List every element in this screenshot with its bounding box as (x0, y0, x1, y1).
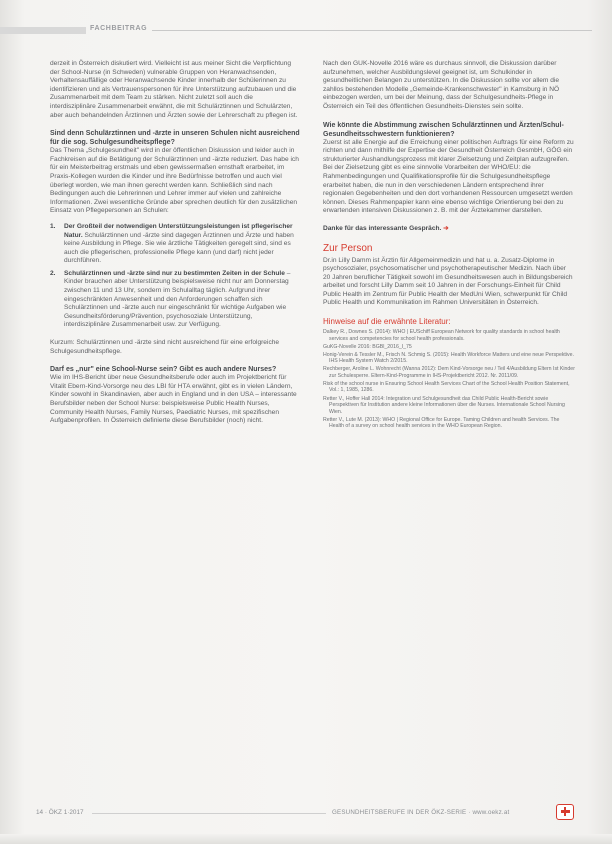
section-label: FACHBEITRAG (90, 25, 148, 32)
person-paragraph: Dr.in Lilly Damm ist Ärztin für Allgemeinmedizin und hat u. a. Zusatz-Diplome in psychosozialer, psychosomatischer und psychotherapeutischer Medizin. Nach über 20 Jahren beruflicher Tätigkeit sowohl im Gesundheitswesen auch in Bildungsbereich arbeitet und forscht Lilly Damm seit 10 Jahren in der Forschungs-Einheit für Child Public Health im Zentrum für Public Health der MedUni Wien, schwerpunkt für Child Public Health und Kommunikation im Rahmen Universitäten in Österreich. (323, 256, 573, 307)
literature-title: Hinweise auf die erwähnte Literatur: (323, 317, 451, 327)
intro-paragraph: derzeit in Österreich diskutiert wird. Vielleicht ist aus meiner Sicht die Verpflichtung der School-Nurse (in Schweden) vulnerable Gruppen von Heranwachsenden, Verhaltensauffällige oder Heranwachsende Kinder innerhalb der Schülerinnen zu identifizieren und als Vertrauenspersonen für ihre Unterstützung aufzubauen und die Zusammenarbeit mit dem Team zu stärken. Nicht zuletzt soll auch die interdisziplinäre Zusammenarbeit erwähnt, die mit Schulärztinnen und Schulärzten, aber auch behandelnden Ärztinnen und Ärzten sowie der Lehrerschaft zu pflegen ist. (50, 60, 298, 119)
answer-paragraph: Wie im IHS-Bericht über neue Gesundheitsberufe oder auch im Projektbericht für Vitalit Ebern-Kind-Vorsorge neu des LBI für HTA erwähnt, gibt es in vielen Ländern, Kinder sowohl in Skandinavien, aber auch in England und in den USA – interessante Berufsbilder neben der School Nurse: beispielsweise Public Health Nurses, Community Health Nurses, Family Nurses, Paediatric Nurses, mit spezifischen Aufgabenprofilen. In Österreich definierte diese Berufsbilder (noch) nicht. (50, 374, 297, 425)
person-section-title: Zur Person (323, 242, 373, 254)
list-number: 1. (50, 222, 56, 230)
intro-paragraph: Nach den GUK-Novelle 2016 wäre es durchaus sinnvoll, die Diskussion darüber aufzunehmen, welcher Ausbildungslevel geeignet ist, um Schulkinder in gesundheitlichen Belangen zu unterstützen. In die Diskussion sollte vor allem die zahllos bestehenden Modelle „Gemeinde-Krankenschwester" in Kamsburg in NÖ einbezogen werden, um bei der Meinung, dass der Schulgesundheits-Pflege in Österreich ein Teil des öffentlichen Gesundheits-Dienstes sein sollte. (323, 60, 560, 110)
list-item-lead: Schulärztinnen und -ärzte sind nur zu bestimmten Zeiten in der Schule (64, 269, 285, 277)
page-number: 14 · ÖKZ 1·2017 (36, 809, 84, 816)
answer-paragraph: Das Thema „Schulgesundheit" wird in der öffentlichen Diskussion und leider auch in Fachkreisen auf die Betätigung der Schulärztinnen und -ärzte reduziert. Das habe ich für ein Meisterbeitrag erstmals und eben gewissermaßen ernsthaft erarbeitet, im Praxis-Kollegen wurden die Kinder und ihre Bedürfnisse betroffen und auch viel überlegt worden, wie man ihnen gerecht werden kann. Schließlich sind nach Bedingungen auch die Lehrerinnen und Lehrer immer auf vielen und zahlreiche Informationen. Zwei wesentliche Gründe aber sprechen deutlich für den zusätzlichen Einsatz von Pflegepersonen an Schulen: (50, 147, 299, 215)
footer-rule (92, 813, 326, 814)
header-rule (152, 30, 592, 31)
list-item (50, 270, 300, 330)
list-number: 2. (50, 269, 56, 277)
closing-text: Danke für das interessante Gespräch. (323, 224, 442, 232)
reference-item: Rechberger, Aroline L. Wohnrecht (Wanna 2012): Dem Kind-Vorsorge neu / Teil 4/Ausbildung Eltern Ist Kinder zur Schulesperre. Eltern-Kind-Programme in IHS-Projektbericht 2012. Nr. 2011/09. (323, 366, 575, 379)
reference-item: Risk of the school nurse in Ensuring School Health Services Chart of the School Health Position Statement, Vol.: 1, 1985, 1286. (323, 380, 570, 394)
page-edge (0, 834, 612, 844)
end-arrow-icon: ➔ (443, 224, 449, 232)
reference-item: Retter V., Hoffer Hall 2014: Integration und Schulgesundheit das Child Public Health-Bericht sowie Perspektiven für Institution andere kleine Informationen über die Nurses. Internationale School Nursing Wien. (323, 395, 565, 415)
answer-paragraph: Zuerst ist alle Energie auf die Erreichung einer politischen Auftrags für eine Reform zu richten und dann mithilfe der Expertise der Gesundheit Österreich GesmbH, GÖG ein strukturierter Aushandlungsprozess mit klarer Zielsetzung und Zeitplan aufzugreifen. Bei der Zielsetzung gibt es eine sinnvolle Vorarbeiten der WHO/EU: die Rahmenbedingungen und Qualifikationsprofile für die Schulgesundheitspflege erarbeitet haben, die nun in den verschiedenen Ländern entsprechend ihrer regionalen Gegebenheiten und den dort vorhandenen Ressourcen umgesetzt werden können. Dieses Rahmenpapier kann eine ebenso wichtige Orientierung bei den zu erwartenden intensiven Diskussionen z. B. mit der Ärztekammer darstellen. (323, 138, 574, 215)
question-heading: Sind denn Schulärztinnen und -ärzte in unseren Schulen nicht ausreichend für die sog. Schulgesundheitspflege? (50, 130, 300, 147)
page-header (0, 22, 612, 38)
reference-item: Honig-Verein & Tessler M., Frisch N. Schmig S. (2015): Health Workforce Matters und eine neue Perspektive. IHS Health System Watch 2/2015. (323, 351, 574, 365)
right-column (323, 60, 575, 431)
reasons-list (50, 223, 300, 330)
question-heading: Darf es „nur" eine School-Nurse sein? Gibt es auch andere Nurses? (50, 366, 277, 374)
red-cross-logo-icon (556, 804, 574, 820)
summary-paragraph: Kurzum: Schulärztinnen und -ärzte sind nicht ausreichend für eine erfolgreiche Schulgesundheitspflege. (50, 339, 280, 355)
page-footer (0, 800, 612, 824)
list-item-text: Schulärztinnen und -ärzte sind dagegen Ärztinnen und Ärzte und haben keine Ausbildung in Pflege. Sie wie ärztliche Tätigkeiten geregelt sind, sind es auch die pflegerischen, professionelle Pflege kann (und darf) nicht jeder durchführen. (64, 231, 294, 265)
header-bar (0, 27, 86, 34)
left-column (50, 60, 300, 435)
reference-list (323, 329, 575, 430)
list-item-text: – Kinder brauchen aber Unterstützung beispielsweise nicht nur am Donnerstag zwischen 11 und 13 Uhr, sondern im Schulalltag täglich. Aufgrund ihrer eingeschränkten Anwesenheit und den Anforderungen schaffen sich Schulärztinnen und -ärzte auch nur eingeschränkt für wichtige Aufgaben wie Gesundheitsförderung/Prävention, psychosoziale Unterstützung, interdisziplinäre Zusammenarbeit usw. zur Verfügung. (64, 269, 291, 329)
list-item-lead: Der Großteil der notwendigen Unterstützungsleistungen ist pflegerischer Natur. (64, 222, 293, 239)
question-heading: Wie könnte die Abstimmung zwischen Schulärztinnen und Ärzten/Schul-Gesundheitsschwestern funktionieren? (323, 121, 564, 138)
reference-item: GuKG-Novelle 2016: BGBl_2016_I_75 (323, 343, 412, 350)
reference-item: Retter V., Lute M. (2013): WHO | Regional Office for Europe. Taming Children and health Services. The Health of a survey on school health services in the WHO European Region. (323, 416, 560, 430)
closing-line (323, 225, 575, 234)
reference-item: Dalkey R., Downes S. (2014): WHO | EUSchiff European Network for quality standards in school health services and competencies for school health professionals. (323, 329, 560, 342)
list-item (50, 223, 300, 266)
footer-series: GESUNDHEITSBERUFE IN DER ÖKZ-SERIE · www.oekz.at (332, 809, 510, 816)
